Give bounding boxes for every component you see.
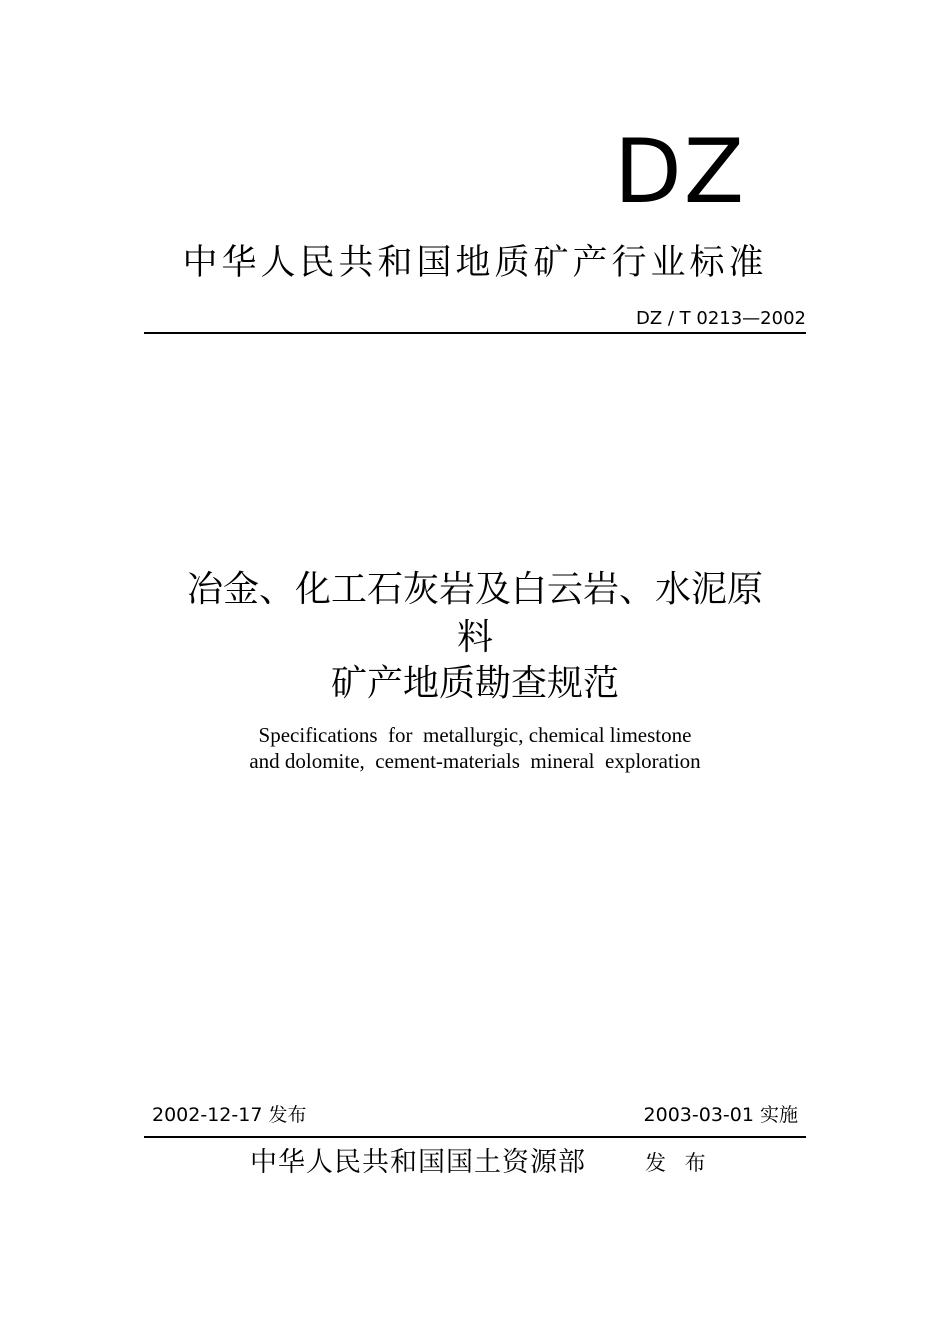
category-code: DZ [613, 120, 747, 223]
standard-type: 中华人民共和国地质矿产行业标准 [182, 243, 768, 283]
implementation-date: 2003-03-01 实施 [643, 1104, 798, 1126]
publish-label: 发 布 [645, 1151, 712, 1175]
publisher-name: 中华人民共和国国土资源部 [250, 1147, 586, 1178]
bottom-divider [144, 1136, 806, 1138]
document-title-en-line-2: and dolomite, cement-materials mineral exploration [249, 749, 701, 773]
document-title-en-line-1: Specifications for metallurgic, chemical limestone [258, 723, 692, 747]
standard-number: DZ / T 0213—2002 [635, 308, 806, 329]
document-title-zh-line-2: 料 [456, 617, 493, 658]
document-title-zh-line-3: 矿产地质勘查规范 [330, 663, 619, 704]
document-title-zh-line-1: 冶金、化工石灰岩及白云岩、水泥原 [186, 569, 763, 610]
issue-date: 2002-12-17 发布 [152, 1104, 307, 1126]
top-divider [144, 332, 806, 334]
